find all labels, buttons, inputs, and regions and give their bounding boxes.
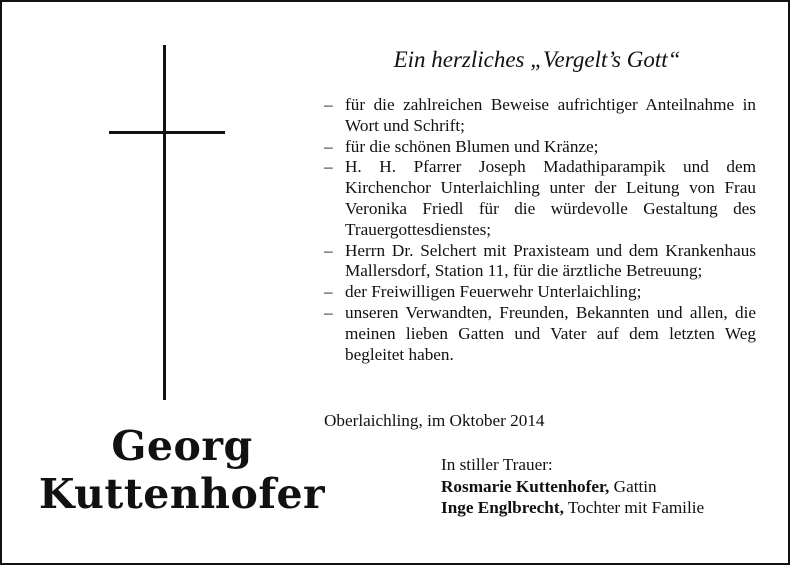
mourner-name: Rosmarie Kuttenhofer, bbox=[441, 476, 610, 496]
mourner-row bbox=[441, 497, 704, 519]
thanks-item: – für die zahlreichen Beweise aufrichtiger Anteilnahme in Wort und Schrift; bbox=[324, 95, 756, 137]
deceased-last-name: Kuttenhofer bbox=[38, 470, 326, 518]
mourner-relation: Gattin bbox=[613, 476, 657, 496]
thanks-item: – unseren Verwandten, Freunden, Bekannten und allen, die meinen lieben Gatten und Vater auf dem letzten Weg begleitet haben. bbox=[324, 303, 756, 365]
thanks-list bbox=[324, 95, 756, 365]
thanks-heading: Ein herzliches „Vergelt’s Gott“ bbox=[393, 47, 681, 72]
mourner-relation: Tochter mit Familie bbox=[567, 498, 705, 517]
thanks-item: – H. H. Pfarrer Joseph Madathiparampik und dem Kirchenchor Unterlaichling unter der Leitung von Frau Veronika Friedl für die würdevolle Gestaltung des Trauergottesdienstes; bbox=[324, 157, 756, 240]
deceased-first-name: Georg bbox=[111, 422, 253, 470]
mourners-block bbox=[441, 454, 704, 519]
thanks-item: – Herrn Dr. Selchert mit Praxisteam und dem Krankenhaus Mallersdorf, Station 11, für die ärztliche Betreuung; bbox=[324, 241, 756, 283]
cross-icon bbox=[163, 45, 166, 400]
thanks-item: – der Freiwilligen Feuerwehr Unterlaichling; bbox=[324, 282, 756, 303]
cross-icon-bar bbox=[109, 131, 225, 134]
place-date: Oberlaichling, im Oktober 2014 bbox=[324, 411, 545, 430]
deceased-name bbox=[32, 422, 332, 518]
mourning-intro: In stiller Trauer: bbox=[441, 455, 553, 474]
thanks-item: – für die schönen Blumen und Kränze; bbox=[324, 137, 756, 158]
mourner-row bbox=[441, 476, 704, 498]
mourner-name: Inge Englbrecht, bbox=[441, 498, 564, 517]
